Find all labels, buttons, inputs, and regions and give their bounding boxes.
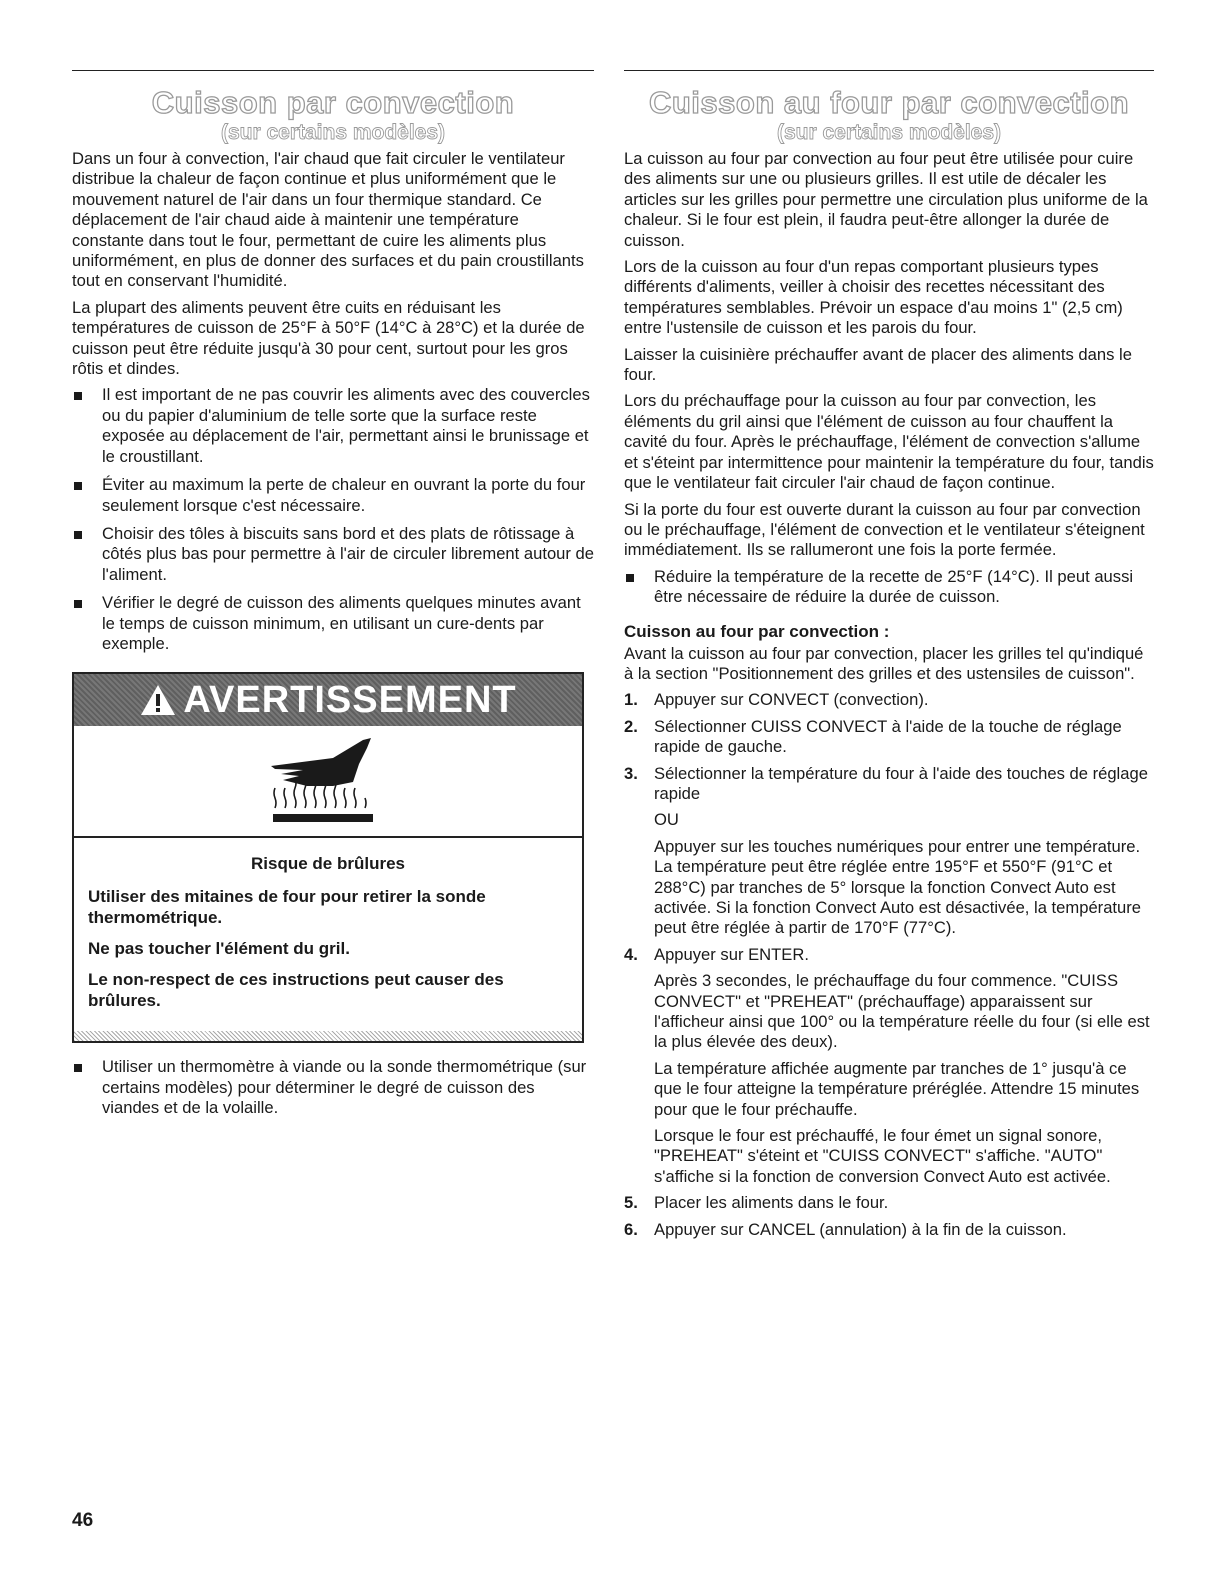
step-number: 4. [624, 944, 638, 964]
step-text: OU [654, 810, 679, 830]
step-number: 2. [624, 716, 638, 736]
step-text: La température affichée augmente par tranches de 1° jusqu'à ce que le four atteigne la température préréglée. Attendre 15 minutes pour que le four préchauffe. [654, 1058, 1140, 1119]
steps-list [624, 690, 1154, 1240]
list-item: Il est important de ne pas couvrir les aliments avec des couvercles ou du papier d'aluminium de telle sorte que la surface reste exposée au déplacement de l'air, permettant ainsi le brunissage et le croustillant. [72, 385, 594, 467]
step-item [624, 764, 1154, 939]
step-item [624, 717, 1154, 758]
step-text: Placer les aliments dans le four. [654, 1193, 889, 1213]
list-item: Réduire la température de la recette de 25°F (14°C). Il peut aussi être nécessaire de réduire la durée de cuisson. [624, 567, 1154, 608]
warning-icon-area [74, 726, 582, 838]
section-subtitle-left: (sur certains modèles) [220, 121, 446, 144]
sub-heading: Cuisson au four par convection : [624, 621, 890, 641]
paragraph: Dans un four à convection, l'air chaud que fait circuler le ventilateur distribue la chaleur de façon continue et plus uniformément que le mouvement naturel de l'air dans un four thermique standard. Ce déplacement de l'air chaud aide à maintenir une température constante dans tout le four, permettant de cuire les aliments plus uniformément, en plus de donner des surfaces et du pain croustillants tout en conservant l'humidité. [72, 149, 584, 291]
list-item: Utiliser un thermomètre à viande ou la sonde thermométrique (sur certains modèles) pour déterminer le degré de cuisson des viandes et de la volaille. [72, 1057, 594, 1118]
step-item [624, 1193, 1154, 1213]
paragraph: Laisser la cuisinière préchauffer avant de placer des aliments dans le four. [624, 344, 1132, 385]
top-rule-left [72, 70, 594, 71]
paragraph: Lors de la cuisson au four d'un repas comportant plusieurs types différents d'aliments, veiller à choisir des recettes nécessitant des températures semblables. Prévoir un espace d'au moins 1" (2,5 cm) entre l'ustensile de cuisson et les parois du four. [624, 257, 1123, 338]
bullet-list [624, 567, 1154, 608]
page-number: 46 [72, 1510, 94, 1531]
section-subtitle-right: (sur certains modèles) [776, 121, 1002, 144]
list-item: Vérifier le degré de cuisson des aliments quelques minutes avant le temps de cuisson minimum, en utilisant un cure-dents par exemple. [72, 593, 594, 654]
top-rule-right [624, 70, 1154, 71]
step-number: 6. [624, 1219, 638, 1239]
warning-header-text: AVERTISSEMENT [183, 678, 517, 721]
step-text: Sélectionner la température du four à l'aide des touches de réglage rapide [654, 763, 1148, 803]
right-column [624, 70, 1154, 1246]
warning-triangle-icon [139, 683, 177, 717]
warning-line: Utiliser des mitaines de four pour retirer la sonde thermométrique. [88, 887, 486, 928]
warning-header [74, 674, 582, 726]
step-number: 1. [624, 690, 638, 710]
step-text: Appuyer sur CONVECT (convection). [654, 690, 929, 710]
paragraph: La plupart des aliments peuvent être cuits en réduisant les températures de cuisson de 25°F à 50°F (14°C à 28°C) et la durée de cuisson peut être réduite jusqu'à 30 pour cent, surtout pour les gros rôtis et dindes. [72, 297, 585, 379]
warning-title: Risque de brûlures [251, 854, 405, 874]
step-item [624, 945, 1154, 1187]
paragraph: Si la porte du four est ouverte durant la cuisson au four par convection ou le préchauffage, l'élément de convection et le ventilateur s'éteignent immédiatement. Ils se rallumeront une fois la porte fermée. [624, 499, 1145, 560]
step-text: Appuyer sur les touches numériques pour entrer une température. La température peut être réglée entre 195°F et 550°F (91°C et 288°C) par tranches de 5° lorsque la fonction Convect Auto est activée. Si la fonction Convect Auto est désactivée, la température peut être réglée à partir de 170°F (77°C). [654, 836, 1142, 938]
bullet-list-after-warning [72, 1057, 594, 1118]
step-number: 3. [624, 763, 638, 783]
paragraph: La cuisson au four par convection au four peut être utilisée pour cuire des aliments sur une ou plusieurs grilles. Il est utile de décaler les articles sur les grilles pour permettre une circulation plus uniforme de la chaleur. Si le four est plein, il faudra peut-être allonger la durée de cuisson. [624, 149, 1148, 250]
section-title-left: Cuisson par convection [151, 85, 515, 120]
warning-line: Le non-respect de ces instructions peut causer des brûlures. [88, 970, 504, 1011]
step-text: Appuyer sur ENTER. [654, 944, 809, 964]
paragraph: Avant la cuisson au four par convection, placer les grilles tel qu'indiqué à la section "Positionnement des grilles et des ustensiles de cuisson". [624, 643, 1144, 683]
step-text: Sélectionner CUISS CONVECT à l'aide de la touche de réglage rapide de gauche. [654, 716, 1122, 757]
step-text: Appuyer sur CANCEL (annulation) à la fin de la cuisson. [654, 1219, 1067, 1239]
bullet-list [72, 385, 594, 654]
section-title-right: Cuisson au four par convection [648, 85, 1130, 120]
warning-line: Ne pas toucher l'élément du gril. [88, 939, 350, 959]
list-item: Éviter au maximum la perte de chaleur en ouvrant la porte du four seulement lorsque c'est nécessaire. [72, 475, 594, 516]
step-item [624, 690, 1154, 710]
list-item: Choisir des tôles à biscuits sans bord et des plats de rôtissage à côtés plus bas pour permettre à l'air de circuler librement autour de l'aliment. [72, 524, 594, 585]
warning-footer-pattern [74, 1031, 582, 1041]
step-text: Après 3 secondes, le préchauffage du four commence. "CUISS CONVECT" et "PREHEAT" (préchauffage) apparaissent sur l'afficheur ainsi que 100° ou la température réelle du four (si elle est la plus élevée des deux). [654, 971, 1150, 1052]
step-item [624, 1220, 1154, 1240]
paragraph: Lors du préchauffage pour la cuisson au four par convection, les éléments du gril ainsi que l'élément de cuisson au four chauffent la cavité du four. Après le préchauffage, l'élément de convection s'allume et s'éteint par intermittence pour maintenir la température du four, tandis que le ventilateur fait circuler l'air chaud de façon continue. [624, 391, 1154, 493]
warning-box [72, 672, 584, 1043]
step-text: Lorsque le four est préchauffé, le four émet un signal sonore, "PREHEAT" s'éteint et "CUISS CONVECT" s'affiche. "AUTO" s'affiche si la fonction de conversion Convect Auto est activée. [654, 1126, 1111, 1186]
warning-body [74, 838, 582, 1031]
hot-surface-hand-icon [263, 734, 393, 829]
step-number: 5. [624, 1193, 638, 1213]
left-column [72, 70, 594, 1127]
